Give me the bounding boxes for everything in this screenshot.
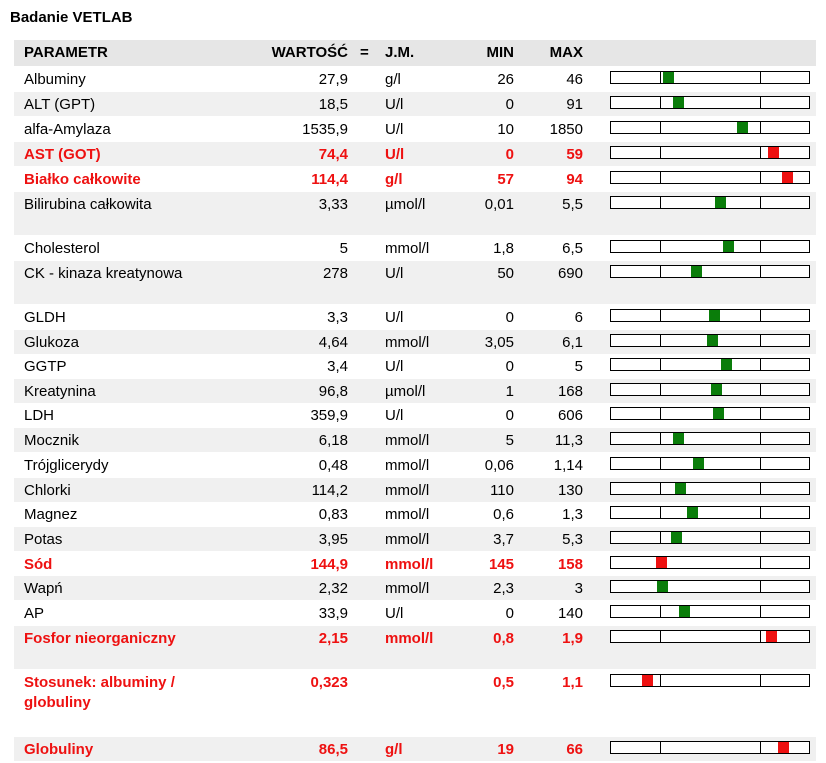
param-min: 145 <box>488 556 514 573</box>
param-min: 0 <box>505 96 514 113</box>
range-bar <box>610 96 810 109</box>
param-min: 0,5 <box>493 674 514 691</box>
param-min: 3,05 <box>484 334 514 351</box>
param-value: 2,15 <box>318 630 348 647</box>
value-marker <box>711 384 722 395</box>
param-max: 46 <box>566 71 583 88</box>
param-unit: mmol/l <box>385 482 430 499</box>
param-value: 74,4 <box>318 146 348 163</box>
table-row <box>14 601 816 625</box>
range-tick <box>760 384 761 395</box>
param-min: 19 <box>497 741 514 758</box>
range-bar <box>610 531 810 544</box>
range-bar <box>610 580 810 593</box>
param-unit: g/l <box>385 171 403 188</box>
param-name: GLDH <box>24 309 66 326</box>
range-tick <box>660 197 661 208</box>
range-tick <box>760 606 761 617</box>
header-min: MIN <box>486 44 514 61</box>
param-unit: U/l <box>385 265 404 282</box>
param-value: 0,48 <box>318 457 348 474</box>
range-tick <box>760 147 761 158</box>
param-max: 66 <box>566 741 583 758</box>
param-unit: mmol/l <box>385 630 434 647</box>
table-row <box>14 626 816 669</box>
param-unit: g/l <box>385 741 403 758</box>
range-tick <box>760 408 761 419</box>
param-min: 2,3 <box>493 580 514 597</box>
range-tick <box>760 266 761 277</box>
param-min: 0 <box>505 605 514 622</box>
range-tick <box>760 241 761 252</box>
param-value: 278 <box>322 265 348 282</box>
range-tick <box>760 72 761 83</box>
param-name: ALT (GPT) <box>24 96 96 113</box>
range-tick <box>660 147 661 158</box>
param-min: 26 <box>497 71 514 88</box>
range-bar <box>610 196 810 209</box>
header-max: MAX <box>549 44 583 61</box>
table-row <box>14 737 816 761</box>
param-unit: U/l <box>385 358 404 375</box>
param-max: 91 <box>566 96 583 113</box>
range-tick <box>660 172 661 183</box>
range-bar <box>610 334 810 347</box>
table-row <box>14 117 816 141</box>
table-row <box>14 305 816 329</box>
value-marker <box>642 675 653 686</box>
range-bar <box>610 432 810 445</box>
param-name: Wapń <box>24 580 63 597</box>
range-tick <box>760 507 761 518</box>
value-marker <box>656 557 667 568</box>
table-header <box>14 40 816 66</box>
range-bar <box>610 240 810 253</box>
param-unit: µmol/l <box>385 383 426 400</box>
param-name: Sód <box>24 556 53 573</box>
param-unit: mmol/l <box>385 506 430 523</box>
range-tick <box>760 631 761 642</box>
range-tick <box>760 675 761 686</box>
param-max: 5,3 <box>562 531 583 548</box>
range-tick <box>760 97 761 108</box>
range-tick <box>660 458 661 469</box>
range-tick <box>760 122 761 133</box>
param-name: AST (GOT) <box>24 146 101 163</box>
param-value: 3,4 <box>327 358 348 375</box>
range-tick <box>760 557 761 568</box>
range-tick <box>660 507 661 518</box>
param-max: 1850 <box>549 121 583 138</box>
param-name: Cholesterol <box>24 240 100 257</box>
value-marker <box>715 197 726 208</box>
param-name: Chlorki <box>24 482 71 499</box>
table-row <box>14 142 816 166</box>
param-unit: mmol/l <box>385 556 434 573</box>
range-bar <box>610 265 810 278</box>
param-max: 168 <box>557 383 583 400</box>
range-bar <box>610 630 810 643</box>
range-tick <box>660 433 661 444</box>
range-tick <box>760 335 761 346</box>
param-unit: mmol/l <box>385 432 430 449</box>
param-value: 5 <box>339 240 348 257</box>
param-max: 140 <box>557 605 583 622</box>
value-marker <box>673 97 684 108</box>
param-max: 1,14 <box>553 457 583 474</box>
value-marker <box>707 335 718 346</box>
param-value: 6,18 <box>318 432 348 449</box>
param-unit: mmol/l <box>385 531 430 548</box>
param-name: Białko całkowite <box>24 171 141 188</box>
param-min: 10 <box>497 121 514 138</box>
value-marker <box>721 359 732 370</box>
value-marker <box>723 241 734 252</box>
param-min: 3,7 <box>493 531 514 548</box>
param-value: 86,5 <box>318 741 348 758</box>
range-tick <box>660 606 661 617</box>
header-param: PARAMETR <box>24 44 108 61</box>
param-min: 0 <box>505 309 514 326</box>
range-bar <box>610 309 810 322</box>
value-marker <box>671 532 682 543</box>
param-name: alfa-Amylaza <box>24 121 111 138</box>
param-unit: U/l <box>385 605 404 622</box>
param-name: Potas <box>24 531 63 548</box>
param-max: 158 <box>557 556 583 573</box>
range-tick <box>660 742 661 753</box>
range-bar <box>610 674 810 687</box>
range-tick <box>660 97 661 108</box>
range-tick <box>760 483 761 494</box>
param-value: 114,4 <box>311 171 348 188</box>
range-tick <box>660 335 661 346</box>
range-bar <box>610 146 810 159</box>
range-tick <box>660 483 661 494</box>
param-unit: mmol/l <box>385 580 430 597</box>
table-row <box>14 428 816 452</box>
range-bar <box>610 358 810 371</box>
range-bar <box>610 457 810 470</box>
range-tick <box>760 458 761 469</box>
range-tick <box>660 122 661 133</box>
param-value: 114,2 <box>311 482 348 499</box>
param-unit: mmol/l <box>385 457 430 474</box>
range-tick <box>660 359 661 370</box>
range-bar <box>610 506 810 519</box>
table-row <box>14 552 816 576</box>
range-tick <box>660 408 661 419</box>
param-name: GGTP <box>24 358 67 375</box>
param-min: 57 <box>497 171 514 188</box>
header-value: WARTOŚĆ <box>271 44 348 61</box>
value-marker <box>657 581 668 592</box>
value-marker <box>663 72 674 83</box>
param-max: 1,3 <box>562 506 583 523</box>
param-name: AP <box>24 605 45 622</box>
range-tick <box>760 581 761 592</box>
param-name: Magnez <box>24 506 78 523</box>
range-bar <box>610 482 810 495</box>
range-tick <box>660 631 661 642</box>
value-marker <box>691 266 702 277</box>
param-name: CK - kinaza kreatynowa <box>24 265 183 282</box>
value-marker <box>768 147 779 158</box>
param-min: 0 <box>505 358 514 375</box>
table-row <box>14 236 816 260</box>
param-min: 0 <box>505 146 514 163</box>
range-bar <box>610 741 810 754</box>
param-min: 0 <box>505 407 514 424</box>
table-row <box>14 330 816 354</box>
value-marker <box>673 433 684 444</box>
param-max: 5 <box>574 358 583 375</box>
param-name: Kreatynina <box>24 383 96 400</box>
table-row <box>14 576 816 600</box>
header-eq: = <box>360 44 369 61</box>
range-tick <box>660 384 661 395</box>
param-name: Fosfor nieorganiczny <box>24 630 176 647</box>
param-max: 130 <box>557 482 583 499</box>
value-marker <box>713 408 724 419</box>
param-min: 5 <box>505 432 514 449</box>
param-max: 11,3 <box>554 432 583 449</box>
value-marker <box>778 742 789 753</box>
param-max: 6 <box>574 309 583 326</box>
value-marker <box>687 507 698 518</box>
param-name: Mocznik <box>24 432 80 449</box>
value-marker <box>766 631 777 642</box>
range-tick <box>660 532 661 543</box>
param-value: 2,32 <box>318 580 348 597</box>
table-row <box>14 478 816 502</box>
table-row <box>14 379 816 403</box>
range-tick <box>760 433 761 444</box>
param-max: 1,1 <box>562 674 583 691</box>
param-name: LDH <box>24 407 55 424</box>
range-bar <box>610 605 810 618</box>
param-name: Globuliny <box>24 741 94 758</box>
param-unit: U/l <box>385 407 404 424</box>
range-tick <box>760 310 761 321</box>
param-min: 1,8 <box>493 240 514 257</box>
param-unit: U/l <box>385 96 404 113</box>
range-bar <box>610 171 810 184</box>
param-max: 3 <box>574 580 583 597</box>
param-value: 27,9 <box>318 71 348 88</box>
range-bar <box>610 121 810 134</box>
param-unit: mmol/l <box>385 334 430 351</box>
param-unit: U/l <box>385 146 405 163</box>
param-value: 4,64 <box>318 334 348 351</box>
param-value: 3,3 <box>327 309 348 326</box>
param-min: 110 <box>490 482 514 499</box>
param-max: 5,5 <box>562 196 583 213</box>
param-value: 18,5 <box>318 96 348 113</box>
param-name: Bilirubina całkowita <box>24 196 152 213</box>
range-bar <box>610 71 810 84</box>
param-value: 96,8 <box>318 383 348 400</box>
table-row <box>14 67 816 91</box>
range-tick <box>660 310 661 321</box>
range-tick <box>660 72 661 83</box>
value-marker <box>675 483 686 494</box>
range-tick <box>760 742 761 753</box>
param-min: 0,06 <box>484 457 514 474</box>
range-tick <box>760 532 761 543</box>
table-row <box>14 453 816 477</box>
range-tick <box>660 675 661 686</box>
range-bar <box>610 556 810 569</box>
param-value: 33,9 <box>318 605 348 622</box>
param-min: 0,8 <box>493 630 514 647</box>
param-max: 606 <box>557 407 583 424</box>
param-max: 690 <box>557 265 583 282</box>
param-value: 144,9 <box>310 556 348 573</box>
value-marker <box>737 122 748 133</box>
table-row <box>14 192 816 235</box>
range-tick <box>760 197 761 208</box>
param-min: 0,01 <box>484 196 514 213</box>
range-bar <box>610 383 810 396</box>
param-max: 94 <box>566 171 583 188</box>
param-unit: g/l <box>385 71 401 88</box>
range-bar <box>610 407 810 420</box>
header-unit: J.M. <box>385 44 415 61</box>
table-row <box>14 167 816 191</box>
table-row <box>14 261 816 304</box>
param-value: 0,323 <box>310 674 348 691</box>
range-tick <box>760 172 761 183</box>
table-row <box>14 670 816 736</box>
table-row <box>14 527 816 551</box>
table-row <box>14 92 816 116</box>
param-unit: mmol/l <box>385 240 430 257</box>
param-unit: U/l <box>385 121 404 138</box>
table-row <box>14 354 816 378</box>
param-min: 1 <box>505 383 514 400</box>
param-unit: µmol/l <box>385 196 426 213</box>
param-max: 6,1 <box>562 334 583 351</box>
table-row <box>14 502 816 526</box>
value-marker <box>709 310 720 321</box>
param-value: 1535,9 <box>302 121 348 138</box>
param-max: 6,5 <box>562 240 583 257</box>
param-name: Albuminy <box>24 71 86 88</box>
range-tick <box>760 359 761 370</box>
value-marker <box>679 606 690 617</box>
param-name: Stosunek: albuminy / globuliny <box>24 674 175 711</box>
param-unit: U/l <box>385 309 404 326</box>
param-name: Trójglicerydy <box>24 457 109 474</box>
param-min: 0,6 <box>493 506 514 523</box>
param-value: 0,83 <box>318 506 348 523</box>
param-max: 59 <box>566 146 583 163</box>
param-max: 1,9 <box>562 630 583 647</box>
table-row <box>14 403 816 427</box>
param-min: 50 <box>497 265 514 282</box>
param-value: 359,9 <box>310 407 348 424</box>
param-value: 3,95 <box>318 531 348 548</box>
param-name: Glukoza <box>24 334 80 351</box>
value-marker <box>782 172 793 183</box>
param-value: 3,33 <box>318 196 348 213</box>
value-marker <box>693 458 704 469</box>
range-tick <box>660 266 661 277</box>
range-tick <box>660 241 661 252</box>
page-title: Badanie VETLAB <box>10 9 133 26</box>
